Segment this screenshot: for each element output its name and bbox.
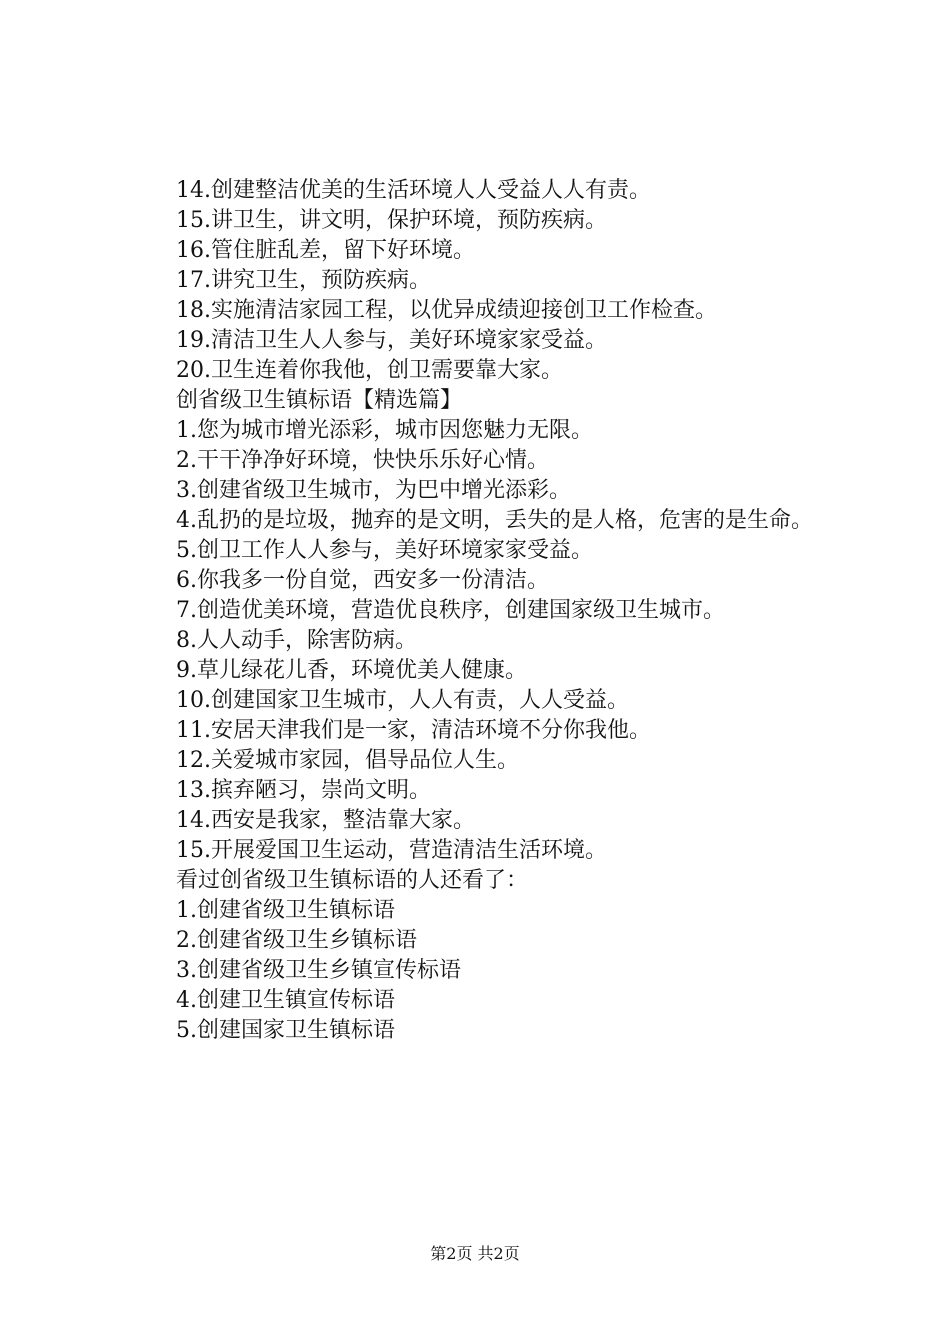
list-item: 7.创造优美环境，营造优良秩序，创建国家级卫生城市。 [176,598,725,623]
list-item: 12.关爱城市家园，倡导品位人生。 [176,748,519,773]
related-link[interactable]: 3.创建省级卫生乡镇宣传标语 [176,958,461,983]
list-item: 14.西安是我家，整洁靠大家。 [176,808,475,833]
list-item: 3.创建省级卫生城市，为巴中增光添彩。 [176,478,571,503]
list-item: 13.摈弃陋习，崇尚文明。 [176,778,431,803]
list-item: 17.讲究卫生，预防疾病。 [176,268,431,293]
list-item: 18.实施清洁家园工程，以优异成绩迎接创卫工作检查。 [176,298,717,323]
document-body [130,176,835,1046]
list-item: 2.干干净净好环境，快快乐乐好心情。 [176,448,549,473]
list-item: 1.您为城市增光添彩，城市因您魅力无限。 [176,418,593,443]
list-item: 8.人人动手，除害防病。 [176,628,417,653]
list-item: 6.你我多一份自觉，西安多一份清洁。 [176,568,549,593]
list-item: 20.卫生连着你我他，创卫需要靠大家。 [176,358,563,383]
related-link[interactable]: 2.创建省级卫生乡镇标语 [176,928,417,953]
list-item: 15.开展爱国卫生运动，营造清洁生活环境。 [176,838,607,863]
list-item: 19.清洁卫生人人参与，美好环境家家受益。 [176,328,607,353]
section-heading: 创省级卫生镇标语【精选篇】 [176,388,463,413]
list-item: 10.创建国家卫生城市，人人有责，人人受益。 [176,688,629,713]
list-item-wrapped: 4.乱扔的是垃圾，抛弃的是文明，丢失的是人格，危害的是生命。 [176,508,813,533]
page-footer: 第2页 共2页 [430,1244,520,1263]
list-item: 5.创卫工作人人参与，美好环境家家受益。 [176,538,593,563]
list-item: 15.讲卫生，讲文明，保护环境，预防疾病。 [176,208,607,233]
related-link[interactable]: 4.创建卫生镇宣传标语 [176,988,395,1013]
list-item: 16.管住脏乱差，留下好环境。 [176,238,475,263]
list-item: 9.草儿绿花儿香，环境优美人健康。 [176,658,527,683]
related-link[interactable]: 1.创建省级卫生镇标语 [176,898,395,923]
related-heading: 看过创省级卫生镇标语的人还看了： [176,868,529,893]
related-link[interactable]: 5.创建国家卫生镇标语 [176,1018,395,1043]
list-item: 14.创建整洁优美的生活环境人人受益人人有责。 [176,178,651,203]
list-item: 11.安居天津我们是一家，清洁环境不分你我他。 [176,718,651,743]
